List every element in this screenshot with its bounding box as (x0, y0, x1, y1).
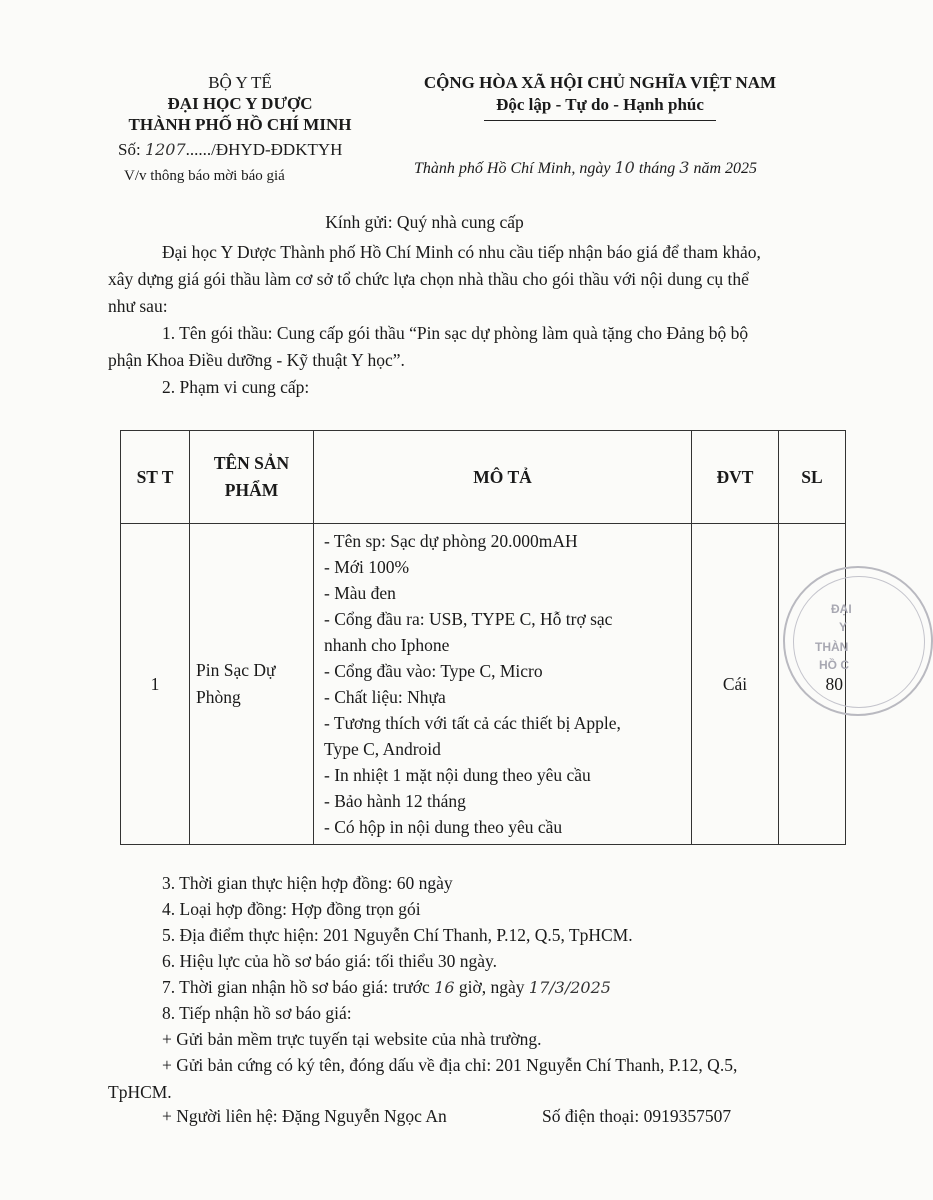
desc-line: Type C, Android (324, 739, 441, 759)
item-8: 8. Tiếp nhận hồ sơ báo giá: (162, 1003, 352, 1023)
desc-line: - Bảo hành 12 tháng (324, 791, 466, 811)
cell-unit: Cái (692, 524, 779, 845)
item-2: 2. Phạm vi cung cấp: (162, 377, 310, 397)
issuer-block (100, 72, 380, 135)
header-stt: ST T (121, 431, 190, 524)
ministry-name: BỘ Y TẾ (208, 73, 272, 92)
stamp-text-3: THÀN (815, 640, 849, 654)
header-unit: ĐVT (692, 431, 779, 524)
item-7-date: 17/3/2025 (528, 978, 611, 997)
date-month: 3 (679, 158, 690, 177)
desc-line: - Chất liệu: Nhựa (324, 687, 446, 707)
cell-description (314, 524, 692, 845)
official-stamp (783, 566, 933, 716)
date-day: 10 (614, 158, 635, 177)
motto: Độc lập - Tự do - Hạnh phúc (496, 95, 704, 114)
doc-number-label: Số: (118, 140, 141, 159)
desc-line: nhanh cho Iphone (324, 635, 450, 655)
university-name: ĐẠI HỌC Y DƯỢC (167, 94, 313, 113)
table-header-row (121, 431, 846, 524)
header-product-name: TÊN SẢN PHẨM (190, 431, 314, 524)
stamp-inner-ring (793, 576, 925, 708)
header-quantity: SL (779, 431, 846, 524)
cell-product-name: Pin Sạc Dự Phòng (190, 524, 314, 845)
desc-line: - Tên sp: Sạc dự phòng 20.000mAH (324, 531, 578, 551)
contact-phone: Số điện thoại: 0919357507 (542, 1106, 732, 1126)
desc-line: - Tương thích với tất cả các thiết bị Apple, (324, 713, 621, 733)
date-year: năm 2025 (693, 160, 758, 177)
motto-underline (484, 120, 716, 121)
date-month-label: tháng (638, 160, 676, 177)
intro-paragraph: Đại học Y Dược Thành phố Hồ Chí Minh có nhu cầu tiếp nhận báo giá để tham khảo, xây dựng giá gói thầu làm cơ sở tổ chức lựa chọn nhà thầu cho gói thầu với nội dung cụ thể như sau: (108, 242, 761, 316)
item-4: 4. Loại hợp đồng: Hợp đồng trọn gói (162, 899, 421, 919)
desc-line: - Có hộp in nội dung theo yêu cầu (324, 817, 563, 837)
date-prefix: Thành phố Hồ Chí Minh, ngày (414, 160, 611, 177)
item-7-hour: 16 (434, 978, 455, 997)
doc-number-suffix: /ĐHYD-ĐDKTYH (211, 140, 343, 159)
salutation: Kính gửi: Quý nhà cung cấp (325, 212, 524, 232)
stamp-text-1: ĐẠI (831, 602, 852, 616)
desc-line: - Cổng đầu vào: Type C, Micro (324, 661, 543, 681)
item-6: 6. Hiệu lực của hồ sơ báo giá: tối thiểu 30 ngày. (162, 951, 497, 971)
item-8a: + Gửi bản mềm trực tuyến tại website của nhà trường. (162, 1029, 542, 1049)
desc-line: - Cổng đầu ra: USB, TYPE C, Hỗ trợ sạc (324, 609, 613, 629)
item-8b: + Gửi bản cứng có ký tên, đóng dấu về địa chỉ: 201 Nguyễn Chí Thanh, P.12, Q.5, TpHCM. (108, 1055, 738, 1102)
desc-line: - In nhiệt 1 mặt nội dung theo yêu cầu (324, 765, 591, 785)
header-description: MÔ TẢ (314, 431, 692, 524)
doc-number-handwritten: 1207 (144, 140, 186, 159)
desc-line: - Mới 100% (324, 557, 410, 577)
country-name: CỘNG HÒA XÃ HỘI CHỦ NGHĨA VIỆT NAM (423, 73, 777, 92)
national-motto-block (410, 72, 790, 121)
stamp-text-2: Y (839, 620, 848, 634)
item-1: 1. Tên gói thầu: Cung cấp gói thầu “Pin sạc dự phòng làm quà tặng cho Đảng bộ bộ phận Khoa Điều dưỡng - Kỹ thuật Y học”. (108, 323, 749, 370)
desc-line: - Màu đen (324, 583, 396, 603)
document-subject: V/v thông báo mời báo giá (124, 168, 285, 184)
document-number: Số: 1207....../ĐHYD-ĐDKTYH (118, 140, 343, 159)
table-row (121, 524, 846, 845)
cell-stt: 1 (121, 524, 190, 845)
item-5: 5. Địa điểm thực hiện: 201 Nguyễn Chí Thanh, P.12, Q.5, TpHCM. (162, 925, 633, 945)
contact-person: + Người liên hệ: Đặng Nguyễn Ngọc An (162, 1106, 447, 1126)
stamp-text-4: HỒ C (819, 658, 849, 672)
item-7 (108, 974, 768, 1001)
document-date (414, 158, 757, 178)
item-7-prefix: 7. Thời gian nhận hồ sơ báo giá: trước (162, 977, 430, 997)
product-table (120, 430, 849, 845)
university-city: THÀNH PHỐ HỒ CHÍ MINH (128, 115, 352, 134)
item-3: 3. Thời gian thực hiện hợp đồng: 60 ngày (162, 873, 453, 893)
cell-quantity: 80 (779, 524, 846, 845)
item-7-mid: giờ, ngày (458, 977, 525, 997)
